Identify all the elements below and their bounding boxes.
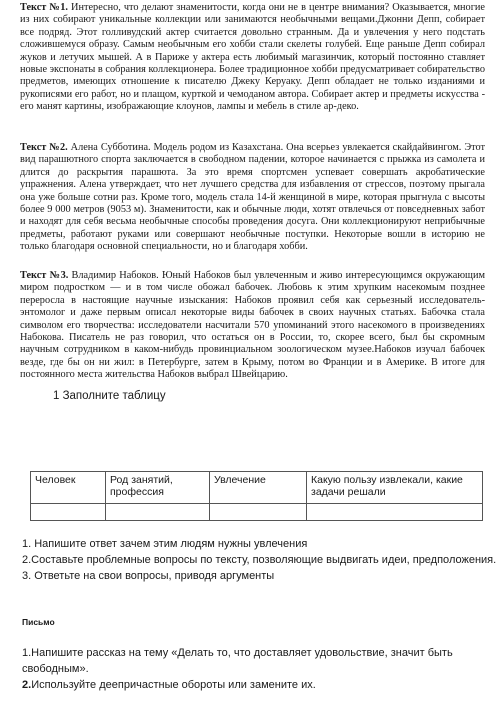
letter-task-2-number: 2.: [22, 679, 32, 691]
table-cell-empty[interactable]: [31, 504, 106, 521]
text-2-paragraph: [20, 142, 485, 254]
text-3-body: Владимир Набоков. Юный Набоков был увлеченным и живо интересующимся окружающим миром подростком — и в том числе обожал бабочек. Любовь к этим хрупким насекомым позднее переросла в настоящие научные изыскания: Набоков проявил себя как серьезный исследователь-энтомолог и даже первым описал некоторые виды бабочек в своих научных статьях. Бабочка стала символом его творчества: исследователи насчитали 570 упоминаний этого насекомого в произведениях Набокова. Писатель не раз говорил, что остаться он в России, то, скорее всего, был бы скромным научным сотрудником в каком-нибудь провинциальном зоологическом музее.Набоков изучал бабочек везде, где бы он ни жил: в Петербурге, затем в Крыму, потом во Франции и в Америке. В итоге для постоянного места жительства Набоков выбрал Швейцарию.: [20, 270, 485, 381]
question-2: 2.Составьте проблемные вопросы по тексту, позволяющие выдвигать идеи, предположения.: [22, 554, 497, 566]
text-1-title: Текст №1.: [20, 2, 68, 13]
text-3-paragraph: [20, 270, 485, 382]
letter-tasks: [22, 645, 500, 693]
text-1-paragraph: [20, 2, 485, 114]
question-1: 1. Напишите ответ зачем этим людям нужны увлечения: [22, 538, 308, 550]
table-header-hobby: Увлечение: [210, 472, 307, 504]
task-heading: 1 Заполните таблицу: [53, 390, 166, 402]
table-header-benefit: Какую пользу извлекали, какие задачи решали: [307, 472, 483, 504]
table-cell-empty[interactable]: [210, 504, 307, 521]
letter-task-2: [22, 677, 500, 693]
letter-section-title: Письмо: [22, 617, 55, 627]
letter-task-1: 1.Напишите рассказ на тему «Делать то, что доставляет удовольствие, значит быть свободным».: [22, 647, 453, 675]
text-2-title: Текст №2.: [20, 142, 68, 153]
answer-table: [30, 471, 483, 521]
table-header-row: [31, 472, 483, 504]
table-cell-empty[interactable]: [307, 504, 483, 521]
table-row: [31, 504, 483, 521]
question-3: 3. Ответьте на свои вопросы, приводя аргументы: [22, 570, 275, 582]
table-header-person: Человек: [31, 472, 106, 504]
table-header-occupation: Род занятий, профессия: [106, 472, 210, 504]
table-cell-empty[interactable]: [106, 504, 210, 521]
text-2-body: Алена Субботина. Модель родом из Казахстана. Она всерьез увлекается скайдайвингом. Этот вид парашютного спорта заключается в свободном падении, которое начинается с прыжка из самолета и длится до раскрытия парашюта. За это время спортсмен успевает совершать акробатические упражнения. Алена утверждает, что нет лучшего средства для избавления от стрессов, поэтому прыгала она уже больше сотни раз. Кроме того, модель стала 14-й женщиной в мире, которая прыгнула с высоты более 9 000 метров (9053 м). Знаменитости, как и обычные люди, хотят отвлечься от повседневных забот и находят для себя весьма необычные способы проведения досуга. Они коллекционируют неприбычные предметы, работают руками или совершают необычные поступки. Некоторые вошли в историю не только благодаря основной специальности, но и благодаря хобби.: [20, 142, 485, 253]
text-3-title: Текст №3.: [20, 270, 69, 281]
text-1-body: Интересно, что делают знаменитости, когда они не в центре внимания? Оказывается, многие из них собирают уникальные коллекции или занимаются необычными вещами.Джонни Депп, собирает все подряд. Этот голливудский актер считается довольно странным. Да и увлечения у него подстать сложившемуся образу. Самым необычным его хобби стали скелеты голубей. Еще раньше Депп собирал жуков и летучих мышей. А в Париже у актера есть любимый магазинчик, который постоянно ставляет новые экспонаты в собрания коллекционера. Более традиционное хобби предусматривает собирательство предметов, имеющих отношение к писателю Джеку Керуаку. Депп обладает не только изданиями и рукописями его работ, но и плащом, курткой и чемоданом автора. Собирает актер и предметы искусства - его манят картины, изображающие клоунов, лампы и мебель в стиле ар-деко.: [20, 2, 486, 113]
questions-list: [22, 536, 496, 584]
letter-task-2-text: Используйте деепричастные обороты или замените их.: [31, 679, 316, 691]
